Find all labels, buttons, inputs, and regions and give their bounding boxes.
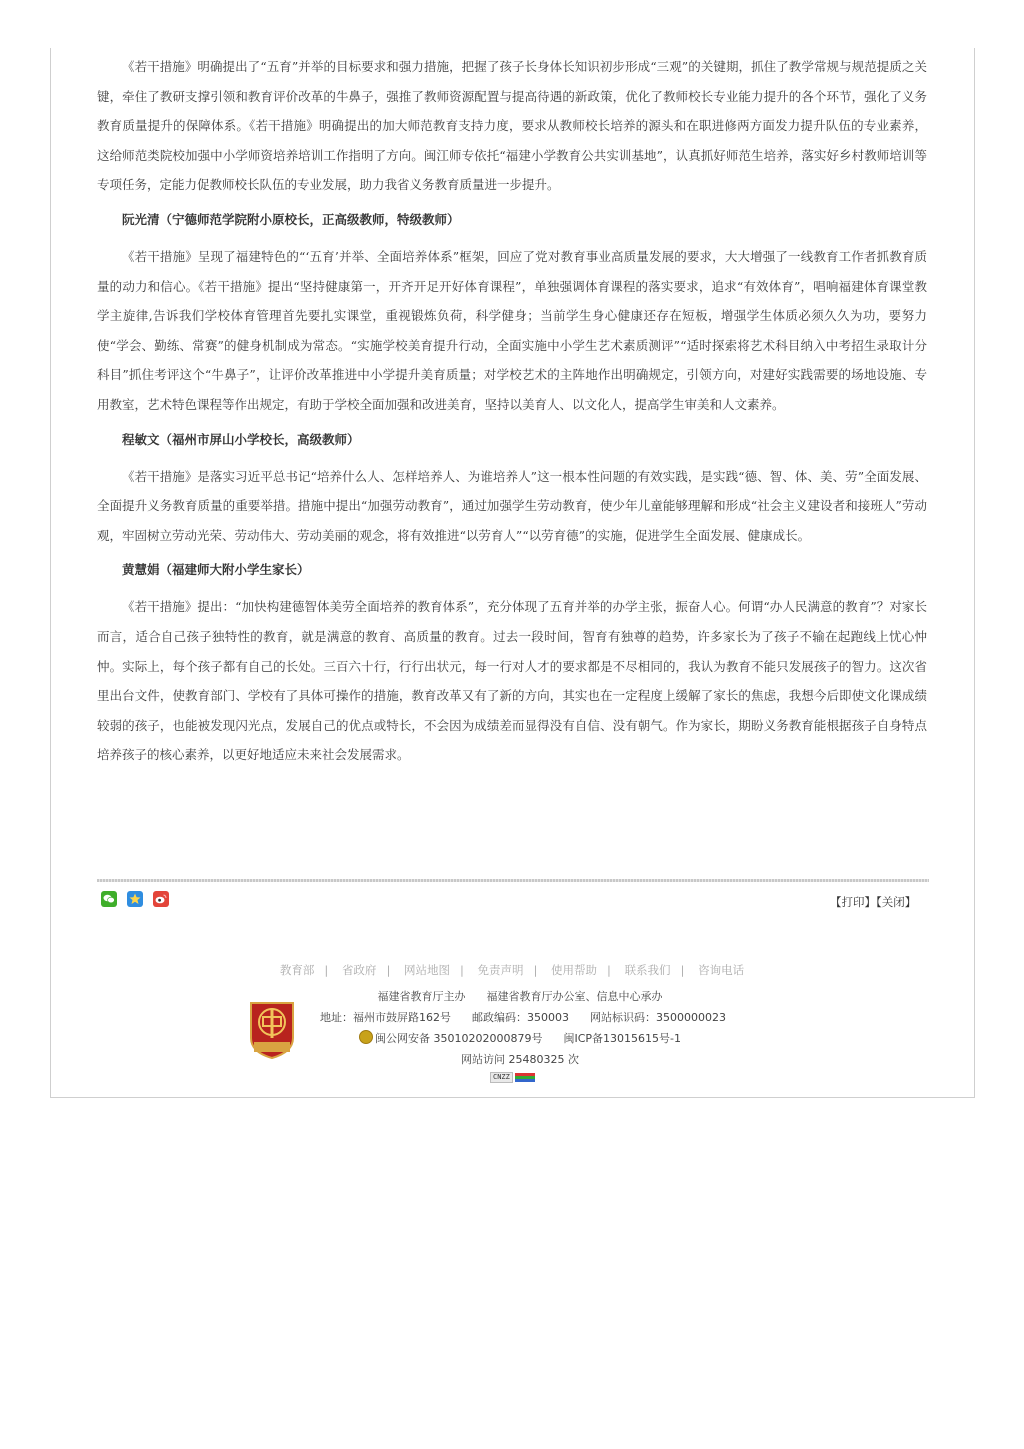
article-actions bbox=[830, 894, 916, 910]
qzone-icon[interactable] bbox=[127, 891, 143, 907]
article-paragraph: 《若干措施》明确提出了“五育”并举的目标要求和强力措施，把握了孩子长身体长知识初步形成“三观”的关键期，抓住了教学常规与规范提质之关键，牵住了教研支撑引领和教育评价改革的牛鼻子，强推了教师资源配置与提高待遇的新政策，优化了教师校长专业能力提升的各个环节，强化了义务教育质量提升的保障体系。《若干措施》明确提出的加大师范教育支持力度，要求从教师校长培养的源头和在职进修两方面发力提升队伍的专业素养，这给师范类院校加强中小学师资培养培训工作指明了方向。闽江师专依托“福建小学教育公共实训基地”，认真抓好师范生培养，落实好乡村教师培训等专项任务，定能力促教师校长队伍的专业发展，助力我省义务教育质量进一步提升。 bbox=[97, 59, 927, 193]
footer-address-row bbox=[320, 1007, 726, 1028]
footer-postcode: 邮政编码：350003 bbox=[471, 1011, 569, 1024]
footer-link-hotline[interactable]: 咨询电话 bbox=[698, 963, 745, 977]
footer-police-record[interactable]: 闽公网安备 35010202000879号 bbox=[375, 1032, 543, 1045]
wechat-icon[interactable] bbox=[101, 891, 117, 907]
footer-organizer: 福建省教育厅办公室、信息中心承办 bbox=[486, 990, 663, 1003]
government-badge-icon[interactable] bbox=[247, 1000, 297, 1060]
footer-address: 地址：福州市鼓屏路162号 bbox=[320, 1011, 451, 1024]
article-body bbox=[97, 52, 927, 770]
footer-icp[interactable]: 闽ICP备13015615号-1 bbox=[563, 1032, 681, 1045]
footer-link-moe[interactable]: 教育部 bbox=[279, 963, 315, 977]
article-paragraph: 《若干措施》呈现了福建特色的“‘五育’并举、全面培养体系”框架，回应了党对教育事业高质量发展的要求，大大增强了一线教育工作者抓教育质量的动力和信心。《若干措施》提出“坚持健康第一，开齐开足开好体育课程”，单独强调体育课程的落实要求，追求“有效体育”，唱响福建体育课堂教学主旋律,告诉我们学校体育管理首先要扎实课堂，重视锻炼负荷，科学健身；当前学生身心健康还存在短板，增强学生体质必须久久为功，要努力使“学会、勤练、常赛”的健身机制成为常态。“实施学校美育提升行动，全面实施中小学生艺术素质测评”“适时探索将艺术科目纳入中考招生录取计分科目”抓住考评这个“牛鼻子”，让评价改革推进中小学提升美育质量；对学校艺术的主阵地作出明确规定，引领方向，对建好实践需要的场地设施、专用教室，艺术特色课程等作出规定，有助于学校全面加强和改进美育，坚持以美育人、以文化人，提高学生审美和人文素养。 bbox=[97, 248, 927, 412]
weibo-icon[interactable] bbox=[153, 891, 169, 907]
footer-info bbox=[320, 986, 726, 1070]
footer-sponsor-row bbox=[320, 986, 720, 1007]
article-paragraph: 《若干措施》提出：“加快构建德智体美劳全面培养的教育体系”，充分体现了五育并举的办学主张，振奋人心。何谓“办人民满意的教育”？对家长而言，适合自己孩子独特性的教育，就是满意的教育、高质量的教育。过去一段时间，智育有独尊的趋势，许多家长为了孩子不输在起跑线上忧心忡忡。实际上，每个孩子都有自己的长处。三百六十行，行行出状元，每一行对人才的要求都是不尽相同的，我认为教育不能只发展孩子的智力。这次省里出台文件，使教育部门、学校有了具体可操作的措施，教育改革又有了新的方向，其实也在一定程度上缓解了家长的焦虑，我想今后即使文化课成绩较弱的孩子，也能被发现闪光点，发展自己的优点或特长，不会因为成绩差而显得没有自信、没有朝气。作为家长，期盼义务教育能根据孩子自身特点培养孩子的核心素养，以更好地适应未来社会发展需求。 bbox=[97, 599, 927, 763]
close-button[interactable]: 【关闭】 bbox=[876, 895, 917, 909]
footer-link-disclaimer[interactable]: 免责声明 bbox=[477, 963, 524, 977]
speaker-name: 程敏文（福州市屏山小学校长，高级教师） bbox=[122, 431, 360, 447]
footer-site-id: 网站标识码：3500000023 bbox=[589, 1011, 726, 1024]
speaker-name: 阮光清（宁德师范学院附小原校长，正高级教师，特级教师） bbox=[122, 211, 460, 227]
footer-link-gov[interactable]: 省政府 bbox=[341, 963, 377, 977]
divider bbox=[97, 879, 929, 882]
cnzz-stat-icon[interactable] bbox=[490, 1071, 536, 1083]
footer-record-row bbox=[320, 1028, 720, 1049]
footer-sponsor: 福建省教育厅主办 bbox=[377, 990, 466, 1003]
cnzz-bars bbox=[515, 1073, 535, 1082]
footer-links: 教育部 | 省政府 | 网站地图 | 免责声明 | 使用帮助 | 联系我们 | 咨询电话 bbox=[279, 963, 745, 977]
police-badge-icon bbox=[359, 1030, 373, 1044]
article-paragraph: 《若干措施》是落实习近平总书记“培养什么人、怎样培养人、为谁培养人”这一根本性问题的有效实践，是实践“德、智、体、美、劳”全面发展、全面提升义务教育质量的重要举措。措施中提出“加强劳动教育”，通过加强学生劳动教育，使少年儿童能够理解和形成“社会主义建设者和接班人”劳动观，牢固树立劳动光荣、劳动伟大、劳动美丽的观念，将有效推进“以劳育人”“以劳育德”的实施，促进学生全面发展、健康成长。 bbox=[97, 468, 927, 543]
footer-link-help[interactable]: 使用帮助 bbox=[551, 963, 598, 977]
footer-link-sitemap[interactable]: 网站地图 bbox=[403, 963, 450, 977]
print-button[interactable]: 【打印】 bbox=[830, 895, 876, 909]
cnzz-label: CNZZ bbox=[490, 1072, 513, 1083]
speaker-name: 黄慧娟（福建师大附小学生家长） bbox=[122, 562, 310, 578]
share-bar bbox=[101, 891, 169, 907]
footer-link-contact[interactable]: 联系我们 bbox=[624, 963, 671, 977]
footer-visits: 网站访问 25480325 次 bbox=[461, 1053, 579, 1066]
